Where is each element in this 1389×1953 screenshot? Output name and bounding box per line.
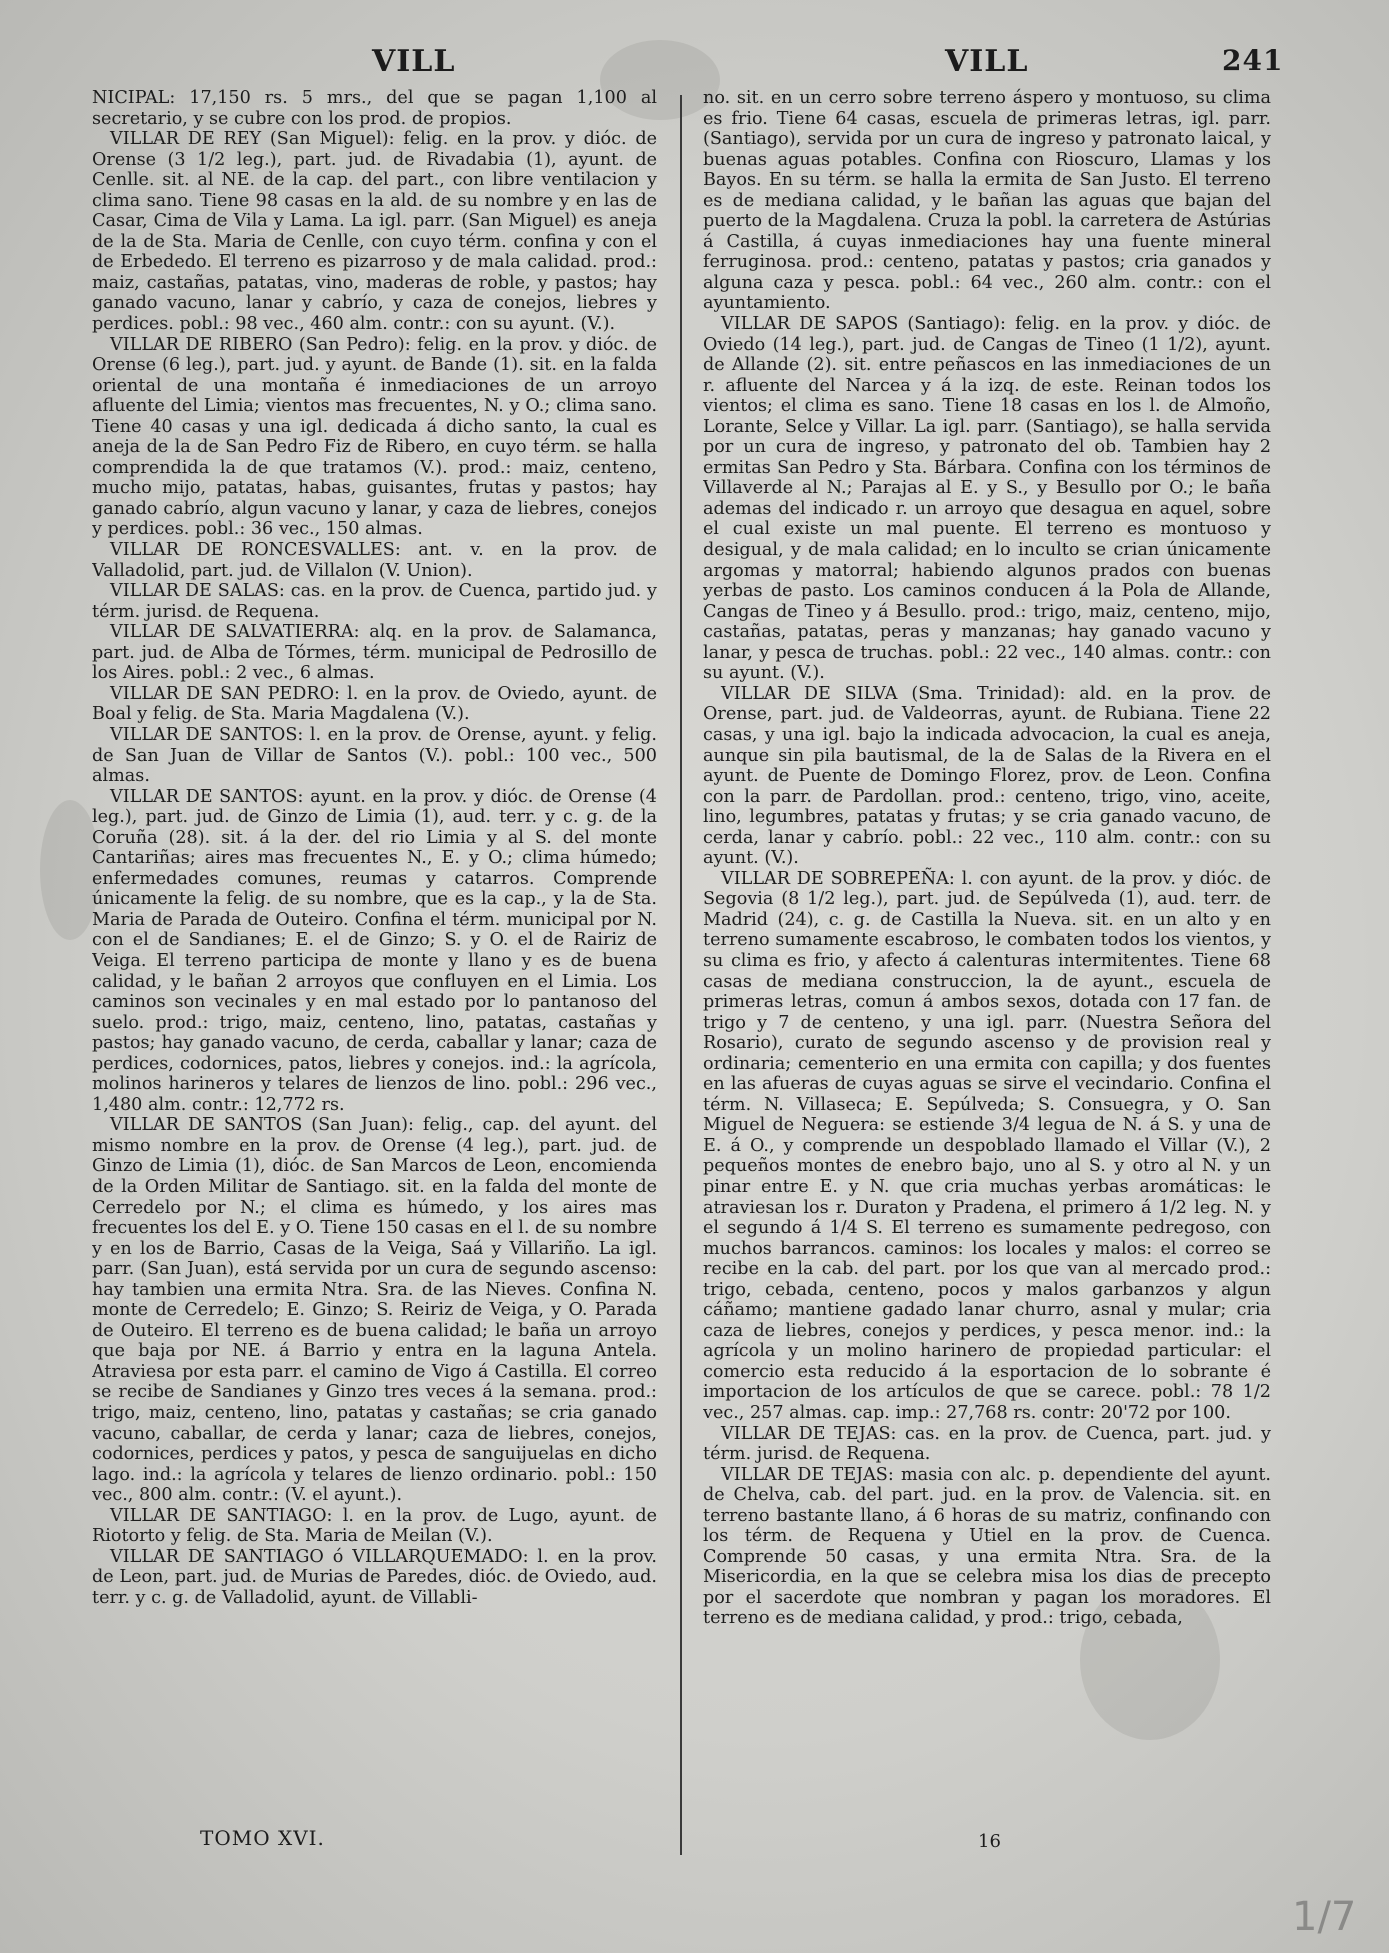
entry-villar-de-salvatierra: VILLAR DE SALVATIERRA: alq. en la prov. de Salamanca, part. jud. de Alba de Tórmes, térm. municipal de Pedrosillo de los Aires. pobl.: 2 vec., 6 almas. bbox=[92, 622, 657, 684]
page-number: 241 bbox=[1222, 44, 1284, 77]
entry-villar-de-rey: VILLAR DE REY (San Miguel): felig. en la prov. y dióc. de Orense (3 1/2 leg.), part. jud. de Rivadabia (1), ayunt. de Cenlle. sit. al NE. de la cap. del part., con libre ventilacion y clima sano. Tiene 98 casas en la ald. de su nombre y en las de Casar, Cima de Vila y Lama. La igl. parr. (San Miguel) es aneja de la de Sta. Maria de Cenlle, con cuyo térm. confina y con el de Erbededo. El terreno es pizarroso y de mala calidad. prod.: maiz, castañas, patatas, vino, maderas de roble, y pastos; hay ganado vacuno, lanar y cabrío, y caza de conejos, liebres y perdices. pobl.: 98 vec., 460 alm. contr.: con su ayunt. (V.). bbox=[92, 129, 657, 335]
left-column bbox=[92, 88, 657, 1848]
entry-villar-de-santos-ayunt: VILLAR DE SANTOS: ayunt. en la prov. y dióc. de Orense (4 leg.), part. jud. de Ginzo de Limia (1), aud. terr. y c. g. de la Coruña (28). sit. á la der. del rio Limia y al S. del monte Cantariñas; aires mas frecuentes N., E. y O.; clima húmedo; enfermedades comunes, reumas y catarros. Comprende únicamente la felig. de su nombre, que es la cap., y la de Sta. Maria de Parada de Outeiro. Confina el térm. municipal por N. con el de Sandianes; E. el de Ginzo; S. y O. el de Rairiz de Veiga. El terreno participa de monte y llano y es de buena calidad, y le bañan 2 arroyos que confluyen en el Limia. Los caminos son vecinales y en mal estado por lo pantanoso del suelo. prod.: trigo, maiz, centeno, lino, patatas, castañas y pastos; hay ganado vacuno, de cerda, caballar y lanar; caza de perdices, codornices, patos, liebres y conejos. ind.: la agrícola, molinos harineros y telares de lienzos de lino. pobl.: 296 vec., 1,480 alm. contr.: 12,772 rs. bbox=[92, 786, 657, 1115]
signature-mark: 16 bbox=[978, 1831, 1001, 1852]
entry-villar-de-sobrepena: VILLAR DE SOBREPEÑA: l. con ayunt. de la prov. y dióc. de Segovia (8 1/2 leg.), part. jud. de Sepúlveda (1), aud. terr. de Madrid (24), c. g. de Castilla la Nueva. sit. en un alto y en terreno sumamente escabroso, le combaten todos los vientos, y su clima es frio, y afecto á calenturas intermitentes. Tiene 68 casas de mediana construccion, la de ayunt., escuela de primeras letras, comun á ambos sexos, dotada con 17 fan. de trigo y 7 de centeno, y una igl. parr. (Nuestra Señora del Rosario), curato de segundo ascenso y de provision real y ordinaria; cementerio en una ermita con capilla; y dos fuentes en las afueras de cuyas aguas se sirve el vecindario. Confina el térm. N. Villaseca; E. Sepúlveda; S. Consuegra, y O. San Miguel de Neguera: se estiende 3/4 legua de N. á S. y una de E. á O., y comprende un despoblado llamado el Villar (V.), 2 pequeños montes de enebro bajo, uno al S. y otro al N. y un pinar entre E. y N. que cria muchas yerbas aromáticas: le atraviesan los r. Duraton y Pradena, el primero á 1/2 leg. N. y el segundo á 1/4 S. El terreno es sumamente pedregoso, con muchos barrancos. caminos: los locales y malos: el correo se recibe en la cab. del part. por los que van al mercado prod.: trigo, cebada, centeno, pocos y malos garbanzos y algun cáñamo; mantiene gadado lanar churro, asnal y mular; cria caza de liebres, conejos y perdices, y pesca menor. ind.: la agrícola y un molino harinero de propiedad particular: el comercio esta reducido á la esportacion de lo sobrante é importacion de los artículos de que se carece. pobl.: 78 1/2 vec., 257 almas. cap. imp.: 27,768 rs. contr: 20'72 por 100. bbox=[703, 868, 1271, 1423]
volume-label: TOMO XVI. bbox=[200, 1826, 325, 1850]
entry-villar-de-santiago-villarquemado: VILLAR DE SANTIAGO ó VILLARQUEMADO: l. en la prov. de Leon, part. jud. de Murias de Paredes, dióc. de Oviedo, aud. terr. y c. g. de Valladolid, ayunt. de Villabli- bbox=[92, 1546, 657, 1608]
stain-mark bbox=[40, 800, 100, 940]
entry-villar-de-san-pedro: VILLAR DE SAN PEDRO: l. en la prov. de Oviedo, ayunt. de Boal y felig. de Sta. Maria Magdalena (V.). bbox=[92, 683, 657, 725]
handwritten-folio-mark: 1/7 bbox=[1292, 1894, 1357, 1940]
entry-villar-de-ribero: VILLAR DE RIBERO (San Pedro): felig. en la prov. y dióc. de Orense (6 leg.), part. jud. y ayunt. de Bande (1). sit. en la falda oriental de una montaña é inmediaciones de un arroyo afluente del Limia; vientos mas frecuentes, N. y O.; clima sano. Tiene 40 casas y una igl. dedicada á dicho santo, la cual es aneja de la de San Pedro Fiz de Ribero, en cuyo térm. se halla comprendida la de que tratamos (V.). prod.: maiz, centeno, mucho mijo, patatas, habas, guisantes, frutas y pastos; hay ganado cabrío, algun vacuno y lanar, y caza de liebres, conejos y perdices. pobl.: 36 vec., 150 almas. bbox=[92, 334, 657, 540]
entry-villar-de-santiago: VILLAR DE SANTIAGO: l. en la prov. de Lugo, ayunt. de Riotorto y felig. de Sta. Maria de Meilan (V.). bbox=[92, 1505, 657, 1547]
entry-villar-de-silva: VILLAR DE SILVA (Sma. Trinidad): ald. en la prov. de Orense, part. jud. de Valdeorras, ayunt. de Rubiana. Tiene 22 casas, y una igl. bajo la indicada advocacion, la cual es aneja, aunque sin pila bautismal, de la de Salas de la Rivera en el ayunt. de Puente de Domingo Florez, prov. de Leon. Confina con la parr. de Pardollan. prod.: centeno, trigo, vino, aceite, lino, legumbres, patatas y frutas; y se cria ganado vacuno, de cerda, lanar y cabrío. pobl.: 22 vec., 110 alm. contr.: con su ayunt. (V.). bbox=[703, 683, 1271, 869]
entry-villar-de-santos-san-juan: VILLAR DE SANTOS (San Juan): felig., cap. del ayunt. del mismo nombre en la prov. de Orense (4 leg.), part. jud. de Ginzo de Limia (1), dióc. de San Marcos de Leon, encomienda de la Orden Militar de Santiago. sit. en la falda del monte de Cerredelo por N.; el clima es húmedo, y los aires mas frecuentes los del E. y O. Tiene 150 casas en el l. de su nombre y en los de Barrio, Casas de la Veiga, Saá y Villariño. La igl. parr. (San Juan), está servida por un cura de segundo ascenso: hay tambien una ermita Ntra. Sra. de las Nieves. Confina N. monte de Cerredelo; E. Ginzo; S. Reiriz de Veiga, y O. Parada de Outeiro. El terreno es de buena calidad; le baña un arroyo que baja por NE. á Barrio y entra en la laguna Antela. Atraviesa por esta parr. el camino de Vigo á Castilla. El correo se recibe de Sandianes y Ginzo tres veces á la semana. prod.: trigo, maiz, centeno, lino, patatas y castañas; se cria ganado vacuno, caballar, de cerda y lanar; caza de liebres, conejos, codornices, perdices y patos, y pesca de sanguijuelas en dicho lago. ind.: la agrícola y telares de lienzo ordinario. pobl.: 150 vec., 800 alm. contr.: (V. el ayunt.). bbox=[92, 1115, 657, 1506]
entry-villar-de-sapos: VILLAR DE SAPOS (Santiago): felig. en la prov. y dióc. de Oviedo (14 leg.), part. jud. de Cangas de Tineo (1 1/2), ayunt. de Allande (2). sit. entre peñascos en las inmediaciones de un r. afluente del Narcea y á la izq. de este. Reinan todos los vientos; el clima es sano. Tiene 18 casas en los l. de Almoño, Lorante, Selce y Villar. La igl. parr. (Santiago), se halla servida por un cura de ingreso, y patronato del ob. Tambien hay 2 ermitas San Pedro y Sta. Bárbara. Confina con los términos de Villaverde al N.; Parajas al E. y S., y Besullo por O.; le baña ademas del indicado r. un arroyo que desagua en aquel, sobre el cual existe un mal puente. El terreno es montuoso y desigual, y de mala calidad; en lo inculto se crian únicamente argomas y matorral; habiendo algunos prados con buenas yerbas de pasto. Los caminos conducen á la Pola de Allande, Cangas de Tineo y á Besullo. prod.: trigo, maiz, centeno, mijo, castañas, patatas, peras y manzanas; hay ganado vacuno y lanar, y pesca de truchas. pobl.: 22 vec., 140 almas. contr.: con su ayunt. (V.). bbox=[703, 314, 1271, 684]
entry-villar-de-salas: VILLAR DE SALAS: cas. en la prov. de Cuenca, partido jud. y térm. jurisd. de Requena. bbox=[92, 581, 657, 622]
entry-continuation: no. sit. en un cerro sobre terreno áspero y montuoso, su clima es frio. Tiene 64 casas, escuela de primeras letras, igl. parr. (Santiago), servida por un cura de ingreso y patronato laical, y buenas aguas potables. Confina con Rioscuro, Llamas y los Bayos. En su térm. se halla la ermita de San Justo. El terreno es de mediana calidad, y le bañan las aguas que bajan del puerto de la Magdalena. Cruza la pobl. la carretera de Astúrias á Castilla, á cuyas inmediaciones hay una fuente mineral ferruginosa. prod.: centeno, patatas y pastos; cria ganados y alguna caza y pesca. pobl.: 64 vec., 260 alm. contr.: con el ayuntamiento. bbox=[703, 88, 1271, 314]
running-header-left: VILL bbox=[372, 44, 456, 79]
entry-continuation: NICIPAL: 17,150 rs. 5 mrs., del que se pagan 1,100 al secretario, y se cubre con los prod. de propios. bbox=[92, 88, 657, 129]
entry-villar-de-santos-lugar: VILLAR DE SANTOS: l. en la prov. de Orense, ayunt. y felig. de San Juan de Villar de Santos (V.). pobl.: 100 vec., 500 almas. bbox=[92, 724, 657, 787]
running-header-right: VILL bbox=[945, 44, 1029, 79]
entry-villar-de-tejas-masia: VILLAR DE TEJAS: masia con alc. p. dependiente del ayunt. de Chelva, cab. del part. jud. en la prov. de Valencia. sit. en terreno bastante llano, á 6 horas de su matriz, confinando con los térm. de Requena y Utiel en la prov. de Cuenca. Comprende 50 casas, y una ermita Ntra. Sra. de la Misericordia, en la que se celebra misa los dias de precepto por el sacerdote que nombran y pagan los moradores. El terreno es de mediana calidad, y prod.: trigo, cebada, bbox=[703, 1464, 1271, 1629]
entry-villar-de-tejas-cas: VILLAR DE TEJAS: cas. en la prov. de Cuenca, part. jud. y térm. jurisd. de Requena. bbox=[703, 1423, 1271, 1465]
entry-villar-de-roncesvalles: VILLAR DE RONCESVALLES: ant. v. en la prov. de Valladolid, part. jud. de Villalon (V. Union). bbox=[92, 540, 657, 581]
right-column bbox=[703, 88, 1271, 1848]
column-divider bbox=[680, 95, 682, 1855]
